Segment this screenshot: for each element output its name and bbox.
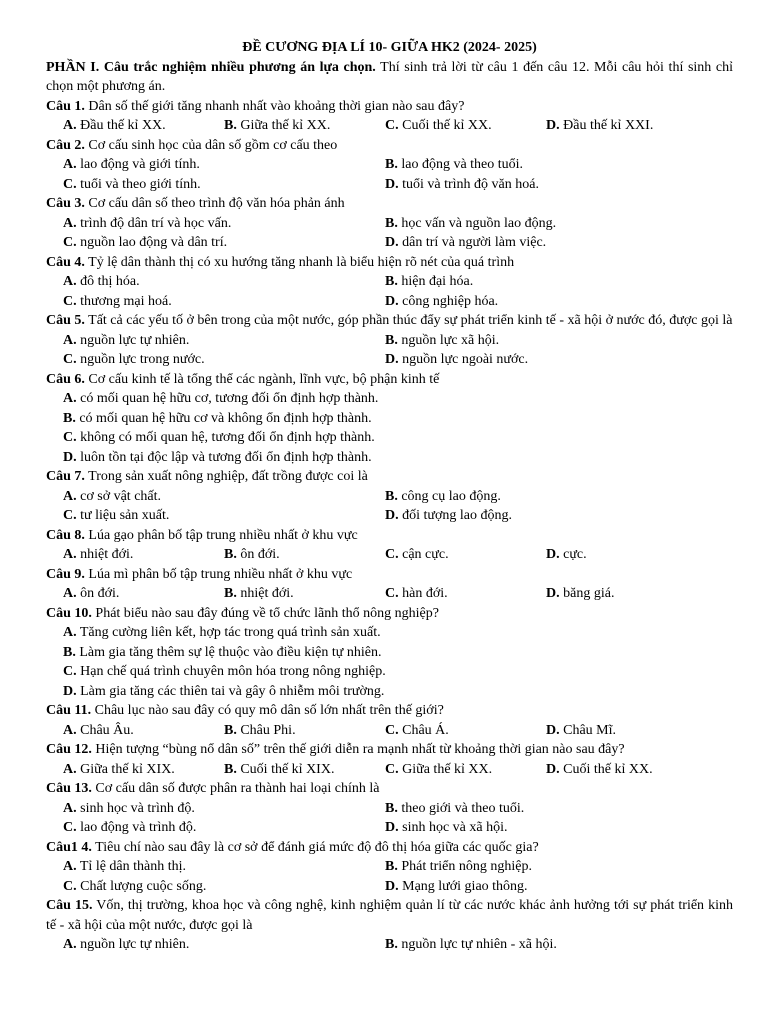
answer-option: [63, 389, 733, 409]
option-text: Cuối thế kỉ XX.: [559, 761, 653, 777]
option-text: dân trí và người làm việc.: [398, 235, 547, 250]
option-row: [46, 799, 733, 819]
option-row: [46, 506, 733, 526]
option-text: không có mối quan hệ, tương đối ổn định hợp thành.: [76, 430, 375, 445]
option-text: cực.: [559, 547, 587, 562]
question-text: Tất cả các yếu tố ở bên trong của một nước, góp phần thúc đẩy sự phát triển kinh tế - xã hội ở nước đó, được gọi là: [84, 313, 733, 328]
answer-option: [546, 116, 733, 136]
question-item: [46, 253, 733, 273]
option-row: [46, 350, 733, 370]
option-text: ôn đới.: [76, 586, 120, 601]
option-row: [46, 409, 733, 429]
question-text: Cơ cấu dân số được phân ra thành hai loại chính là: [91, 781, 380, 796]
answer-option: [546, 545, 733, 565]
option-letter: C.: [63, 820, 77, 835]
option-row: [46, 935, 733, 955]
option-text: nguồn lực tự nhiên - xã hội.: [397, 937, 557, 952]
question-number: Câu 3.: [46, 196, 85, 211]
option-letter: B.: [63, 644, 76, 660]
option-letter: A.: [63, 859, 77, 874]
option-letter: D.: [546, 547, 560, 562]
answer-option: [63, 935, 385, 955]
option-row: [46, 175, 733, 195]
answer-option: [385, 760, 546, 780]
option-row: [46, 487, 733, 507]
option-row: [46, 818, 733, 838]
question-item: [46, 136, 733, 156]
option-row: [46, 545, 733, 565]
option-text: Đầu thế kỉ XXI.: [559, 118, 654, 133]
question-item: [46, 701, 733, 721]
option-letter: C.: [385, 586, 399, 601]
option-text: Làm gia tăng thêm sự lệ thuộc vào điều kiện tự nhiên.: [75, 644, 382, 660]
question-list: [46, 97, 733, 955]
answer-option: [224, 584, 385, 604]
option-letter: D.: [385, 176, 399, 192]
option-row: [46, 643, 733, 663]
answer-option: [385, 272, 733, 292]
answer-option: [385, 545, 546, 565]
answer-option: [385, 487, 733, 507]
answer-option: [385, 350, 733, 370]
answer-option: [63, 175, 385, 195]
option-letter: A.: [63, 332, 77, 348]
option-text: Châu Á.: [398, 722, 449, 738]
option-letter: B.: [224, 761, 237, 777]
option-row: [46, 760, 733, 780]
question-number: Câu1 4.: [46, 839, 92, 855]
option-row: [46, 623, 733, 643]
answer-option: [224, 760, 385, 780]
answer-option: [546, 721, 733, 741]
question-text: Cơ cấu dân số theo trình độ văn hóa phản ánh: [84, 196, 345, 211]
question-number: Câu 1.: [46, 98, 85, 114]
question-number: Câu 12.: [46, 742, 92, 757]
option-letter: A.: [63, 157, 77, 172]
question-number: Câu 7.: [46, 469, 85, 484]
option-text: cơ sở vật chất.: [76, 488, 162, 504]
option-text: có mối quan hệ hữu cơ và không ổn định hợp thành.: [75, 410, 372, 426]
option-text: tư liệu sản xuất.: [76, 508, 170, 523]
answer-option: [546, 760, 733, 780]
option-letter: C.: [385, 761, 399, 777]
question-item: [46, 565, 733, 585]
option-row: [46, 857, 733, 877]
question-item: [46, 370, 733, 390]
question-item: [46, 194, 733, 214]
answer-option: [385, 292, 733, 312]
option-letter: C.: [63, 508, 77, 523]
answer-option: [385, 721, 546, 741]
option-text: nguồn lực xã hội.: [397, 332, 500, 348]
part-heading: [46, 58, 733, 97]
option-text: Tăng cường liên kết, hợp tác trong quá trình sản xuất.: [76, 625, 381, 640]
option-text: nguồn lực ngoài nước.: [398, 352, 529, 367]
option-letter: C.: [63, 664, 77, 679]
option-text: Cuối thế kỉ XX.: [398, 118, 492, 133]
option-letter: B.: [385, 215, 398, 231]
question-text: Vốn, thị trường, khoa học và công nghệ, kinh nghiệm quản lí từ các nước khác ảnh hưởng tới sự phát triển kinh tế - xã hội của một nước, được gọi là: [46, 898, 733, 933]
option-text: công nghiệp hóa.: [398, 293, 499, 309]
answer-option: [63, 409, 733, 429]
option-letter: A.: [63, 118, 77, 133]
option-text: nguồn lực trong nước.: [76, 352, 205, 367]
option-text: nguồn lực tự nhiên.: [76, 332, 190, 348]
option-row: [46, 877, 733, 897]
answer-option: [63, 877, 385, 897]
option-letter: A.: [63, 761, 77, 777]
option-text: công cụ lao động.: [397, 488, 501, 504]
option-text: Làm gia tăng các thiên tai và gây ô nhiễm môi trường.: [76, 683, 385, 699]
option-text: sinh học và xã hội.: [398, 820, 508, 835]
answer-option: [63, 350, 385, 370]
option-text: đối tượng lao động.: [398, 508, 512, 523]
option-text: Giữa thế kỉ XX.: [398, 761, 493, 777]
option-letter: B.: [224, 547, 237, 562]
option-letter: A.: [63, 488, 77, 504]
option-letter: A.: [63, 215, 77, 231]
answer-option: [63, 506, 385, 526]
option-row: [46, 682, 733, 702]
option-text: Đầu thế kỉ XX.: [76, 118, 166, 133]
answer-option: [385, 506, 733, 526]
option-letter: C.: [63, 293, 77, 309]
option-letter: A.: [63, 800, 77, 816]
part-instruction: Thí sinh trả lời từ câu 1 đến câu 12. Mỗi câu hỏi thí sinh chỉ chọn một phương án.: [46, 59, 733, 94]
option-letter: D.: [63, 683, 77, 699]
option-letter: C.: [63, 176, 77, 192]
option-row: [46, 662, 733, 682]
question-number: Câu 5.: [46, 313, 85, 328]
answer-option: [63, 331, 385, 351]
question-text: Lúa mì phân bố tập trung nhiều nhất ở khu vực: [84, 566, 353, 582]
answer-option: [63, 760, 224, 780]
answer-option: [385, 584, 546, 604]
option-letter: D.: [385, 293, 399, 309]
option-text: nhiệt đới.: [76, 547, 134, 562]
option-letter: A.: [63, 586, 77, 601]
option-text: lao động và giới tính.: [76, 157, 200, 172]
option-text: thương mại hoá.: [76, 293, 172, 309]
answer-option: [63, 428, 733, 448]
option-text: lao động và trình độ.: [76, 820, 197, 835]
option-text: Chất lượng cuộc sống.: [76, 878, 207, 894]
option-letter: A.: [63, 722, 77, 738]
answer-option: [385, 155, 733, 175]
option-letter: B.: [385, 488, 398, 504]
answer-option: [63, 682, 733, 702]
option-letter: B.: [385, 859, 398, 874]
option-row: [46, 389, 733, 409]
answer-option: [63, 721, 224, 741]
option-letter: B.: [224, 586, 237, 601]
option-text: lao động và theo tuổi.: [397, 157, 524, 172]
question-number: Câu 15.: [46, 898, 93, 913]
option-letter: C.: [63, 878, 77, 894]
option-text: Mạng lưới giao thông.: [398, 878, 528, 894]
question-text: Tiêu chí nào sau đây là cơ sở để đánh giá mức độ đô thị hóa giữa các quốc gia?: [91, 839, 539, 855]
option-letter: A.: [63, 274, 77, 289]
question-item: [46, 467, 733, 487]
question-text: Cơ cấu sinh học của dân số gồm cơ cấu theo: [84, 137, 338, 153]
option-text: Giữa thế kỉ XIX.: [76, 761, 175, 777]
question-text: Cơ cấu kinh tế là tổng thể các ngành, lĩnh vực, bộ phận kinh tế: [84, 371, 440, 387]
option-letter: B.: [224, 722, 237, 738]
question-item: [46, 779, 733, 799]
option-text: Châu Phi.: [236, 722, 296, 738]
option-text: nhiệt đới.: [236, 586, 294, 601]
answer-option: [63, 448, 733, 468]
option-text: tuổi và trình độ văn hoá.: [398, 176, 539, 192]
answer-option: [63, 292, 385, 312]
question-text: Trong sản xuất nông nghiệp, đất trồng được coi là: [84, 469, 368, 484]
question-item: [46, 740, 733, 760]
option-row: [46, 116, 733, 136]
answer-option: [63, 116, 224, 136]
answer-option: [63, 643, 733, 663]
answer-option: [63, 545, 224, 565]
option-row: [46, 155, 733, 175]
answer-option: [385, 818, 733, 838]
option-text: Phát triển nông nghiệp.: [397, 859, 532, 874]
option-row: [46, 331, 733, 351]
option-text: đô thị hóa.: [76, 274, 140, 289]
option-letter: C.: [385, 118, 399, 133]
answer-option: [385, 116, 546, 136]
question-text: Tỷ lệ dân thành thị có xu hướng tăng nhanh là biểu hiện rõ nét của quá trình: [84, 254, 515, 270]
option-row: [46, 214, 733, 234]
option-letter: D.: [546, 118, 560, 133]
answer-option: [385, 175, 733, 195]
answer-option: [385, 877, 733, 897]
question-number: Câu 11.: [46, 703, 92, 718]
option-letter: C.: [385, 722, 399, 738]
option-letter: B.: [385, 157, 398, 172]
question-text: Châu lục nào sau đây có quy mô dân số lớn nhất trên thế giới?: [91, 703, 444, 718]
option-letter: C.: [385, 547, 399, 562]
option-text: có mối quan hệ hữu cơ, tương đối ổn định hợp thành.: [76, 391, 379, 406]
option-letter: A.: [63, 391, 77, 406]
option-letter: A.: [63, 937, 77, 952]
option-text: Tỉ lệ dân thành thị.: [76, 859, 187, 874]
answer-option: [385, 857, 733, 877]
question-number: Câu 9.: [46, 566, 85, 582]
option-text: luôn tồn tại độc lập và tương đối ổn định hợp thành.: [76, 449, 372, 465]
option-row: [46, 428, 733, 448]
question-number: Câu 2.: [46, 137, 85, 153]
option-letter: B.: [63, 410, 76, 426]
answer-option: [385, 799, 733, 819]
option-letter: D.: [385, 508, 399, 523]
answer-option: [224, 116, 385, 136]
option-row: [46, 233, 733, 253]
option-text: Giữa thế kỉ XX.: [236, 118, 331, 133]
option-text: băng giá.: [559, 586, 615, 601]
answer-option: [385, 935, 733, 955]
option-letter: D.: [385, 878, 399, 894]
answer-option: [385, 233, 733, 253]
question-text: Phát biểu nào sau đây đúng về tổ chức lãnh thổ nông nghiệp?: [91, 605, 439, 621]
question-number: Câu 13.: [46, 781, 92, 796]
option-letter: B.: [385, 332, 398, 348]
option-letter: B.: [385, 800, 398, 816]
option-letter: A.: [63, 547, 77, 562]
option-row: [46, 292, 733, 312]
question-number: Câu 4.: [46, 254, 85, 270]
part-heading-label: PHẦN I. Câu trắc nghiệm nhiều phương án lựa chọn.: [46, 59, 376, 75]
option-letter: D.: [546, 586, 560, 601]
answer-option: [63, 799, 385, 819]
option-text: Hạn chế quá trình chuyên môn hóa trong nông nghiệp.: [76, 664, 386, 679]
answer-option: [63, 623, 733, 643]
answer-option: [63, 214, 385, 234]
option-letter: B.: [385, 937, 398, 952]
answer-option: [63, 487, 385, 507]
question-item: [46, 526, 733, 546]
question-item: [46, 896, 733, 935]
option-text: Cuối thế kỉ XIX.: [236, 761, 335, 777]
question-number: Câu 6.: [46, 371, 85, 387]
option-text: nguồn lực tự nhiên.: [76, 937, 190, 952]
option-letter: D.: [385, 820, 399, 835]
question-item: [46, 838, 733, 858]
question-number: Câu 10.: [46, 605, 92, 621]
option-text: Châu Âu.: [76, 722, 134, 738]
answer-option: [63, 584, 224, 604]
option-text: theo giới và theo tuổi.: [397, 800, 525, 816]
question-item: [46, 311, 733, 331]
question-text: Lúa gạo phân bố tập trung nhiều nhất ở khu vực: [84, 527, 358, 543]
option-letter: D.: [63, 449, 77, 465]
answer-option: [385, 214, 733, 234]
option-text: tuổi và theo giới tính.: [76, 176, 201, 192]
option-text: ôn đới.: [236, 547, 280, 562]
document-title: ĐỀ CƯƠNG ĐỊA LÍ 10- GIỮA HK2 (2024- 2025): [242, 40, 537, 55]
question-number: Câu 8.: [46, 527, 85, 543]
answer-option: [63, 272, 385, 292]
option-letter: C.: [63, 235, 77, 250]
option-text: học vấn và nguồn lao động.: [397, 215, 557, 231]
option-letter: A.: [63, 625, 77, 640]
option-text: hàn đới.: [398, 586, 448, 601]
option-row: [46, 272, 733, 292]
option-letter: D.: [385, 235, 399, 250]
option-text: trình độ dân trí và học vấn.: [76, 215, 232, 231]
answer-option: [385, 331, 733, 351]
option-letter: D.: [546, 761, 560, 777]
question-text: Hiện tượng “bùng nổ dân số” trên thế giới diễn ra mạnh nhất từ khoảng thời gian nào sau đây?: [91, 742, 625, 757]
question-text: Dân số thế giới tăng nhanh nhất vào khoảng thời gian nào sau đây?: [84, 98, 465, 114]
question-item: [46, 97, 733, 117]
answer-option: [63, 818, 385, 838]
answer-option: [63, 857, 385, 877]
answer-option: [63, 662, 733, 682]
option-row: [46, 448, 733, 468]
answer-option: [224, 545, 385, 565]
answer-option: [63, 233, 385, 253]
option-letter: B.: [385, 274, 398, 289]
option-text: nguồn lao động và dân trí.: [76, 235, 228, 250]
option-letter: C.: [63, 352, 77, 367]
answer-option: [546, 584, 733, 604]
option-text: Châu Mĩ.: [559, 722, 617, 738]
option-letter: B.: [224, 118, 237, 133]
option-row: [46, 584, 733, 604]
option-letter: C.: [63, 430, 77, 445]
option-letter: D.: [546, 722, 560, 738]
option-text: cận cực.: [398, 547, 449, 562]
option-text: sinh học và trình độ.: [76, 800, 195, 816]
question-item: [46, 604, 733, 624]
option-letter: D.: [385, 352, 399, 367]
option-row: [46, 721, 733, 741]
answer-option: [63, 155, 385, 175]
option-text: hiện đại hóa.: [397, 274, 474, 289]
answer-option: [224, 721, 385, 741]
